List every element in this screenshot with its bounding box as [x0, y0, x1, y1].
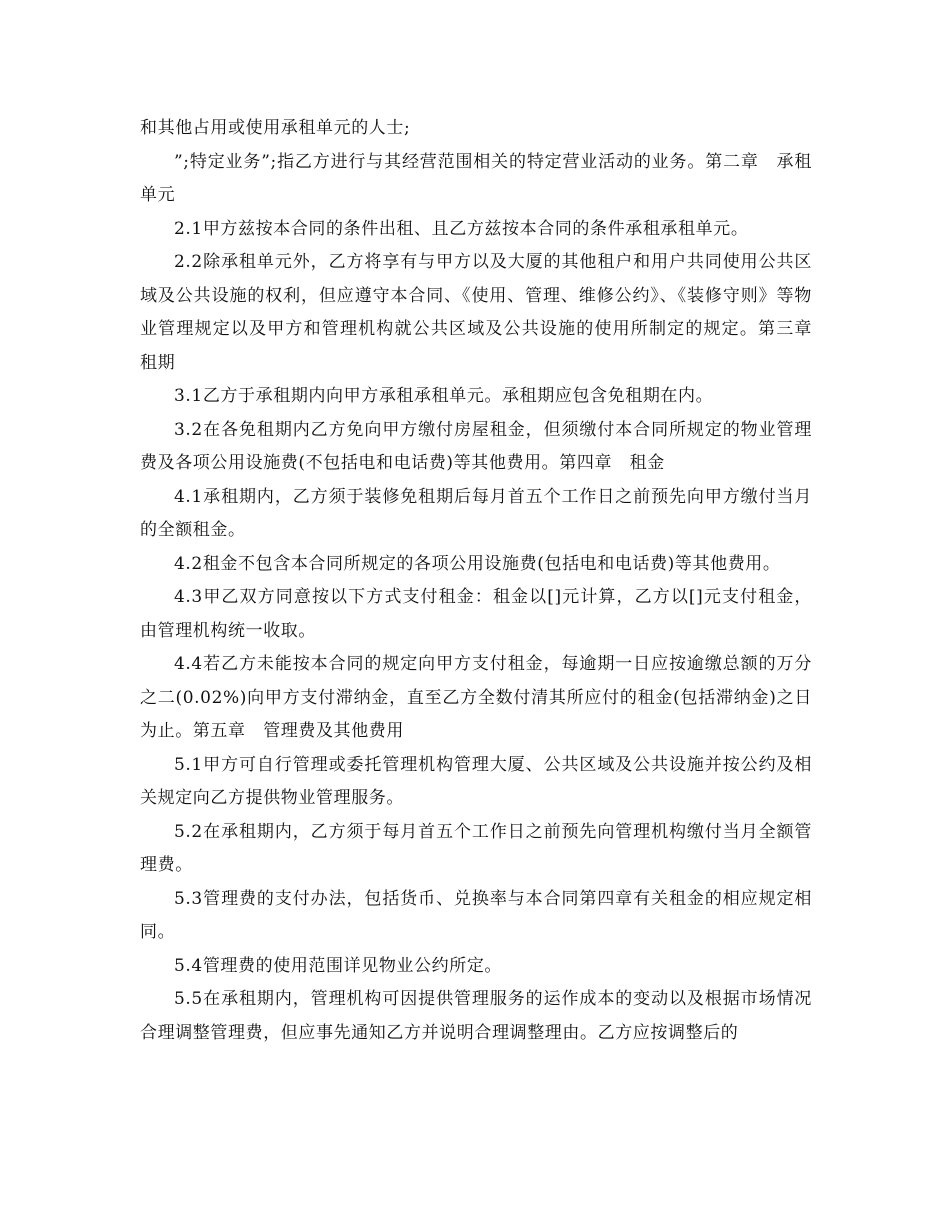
paragraph-6: 3.2在各免租期内乙方免向甲方缴付房屋租金，但须缴付本合同所规定的物业管理费及各项公用设施费(不包括电和电话费)等其他费用。第四章 租金 — [140, 419, 812, 473]
paragraph-12: 5.2在承租期内，乙方须于每月首五个工作日之前预先向管理机构缴付当月全额管理费。 — [140, 821, 812, 875]
contract-body — [140, 112, 830, 1050]
paragraph-3: 2.1甲方兹按本合同的条件出租、且乙方兹按本合同的条件承租承租单元。 — [174, 218, 749, 239]
paragraph-11: 5.1甲方可自行管理或委托管理机构管理大厦、公共区域及公共设施并按公约及相关规定向乙方提供物业管理服务。 — [140, 754, 812, 808]
paragraph-10: 4.4若乙方未能按本合同的规定向甲方支付租金，每逾期一日应按逾缴总额的万分之二(0.02%)向甲方支付滞纳金，直至乙方全数付清其所应付的租金(包括滞纳金)之日为止。第五章 管理费及其他费用 — [140, 654, 812, 741]
paragraph-2: ”;特定业务”;指乙方进行与其经营范围相关的特定营业活动的业务。第二章 承租单元 — [140, 151, 812, 205]
paragraph-15: 5.5在承租期内，管理机构可因提供管理服务的运作成本的变动以及根据市场情况合理调整管理费，但应事先通知乙方并说明合理调整理由。乙方应按调整后的 — [140, 989, 812, 1043]
paragraph-8: 4.2租金不包含本合同所规定的各项公用设施费(包括电和电话费)等其他费用。 — [174, 553, 781, 574]
paragraph-9: 4.3甲乙双方同意按以下方式支付租金：租金以[]元计算，乙方以[]元支付租金，由管理机构统一收取。 — [140, 587, 812, 641]
paragraph-14: 5.4管理费的使用范围详见物业公约所定。 — [174, 955, 503, 976]
paragraph-13: 5.3管理费的支付办法，包括货币、兑换率与本合同第四章有关租金的相应规定相同。 — [140, 888, 812, 942]
paragraph-1: 和其他占用或使用承租单元的人士; — [140, 118, 411, 138]
paragraph-5: 3.1乙方于承租期内向甲方承租承租单元。承租期应包含免租期在内。 — [174, 386, 714, 406]
paragraph-4: 2.2除承租单元外，乙方将享有与甲方以及大厦的其他租户和用户共同使用公共区域及公共设施的权利，但应遵守本合同、《使用、管理、维修公约》、《装修守则》等物业管理规定以及甲方和管理机构就公共区域及公共设施的使用所制定的规定。第三章 租期 — [140, 252, 830, 373]
paragraph-7: 4.1承租期内，乙方须于装修免租期后每月首五个工作日之前预先向甲方缴付当月的全额租金。 — [140, 486, 812, 540]
